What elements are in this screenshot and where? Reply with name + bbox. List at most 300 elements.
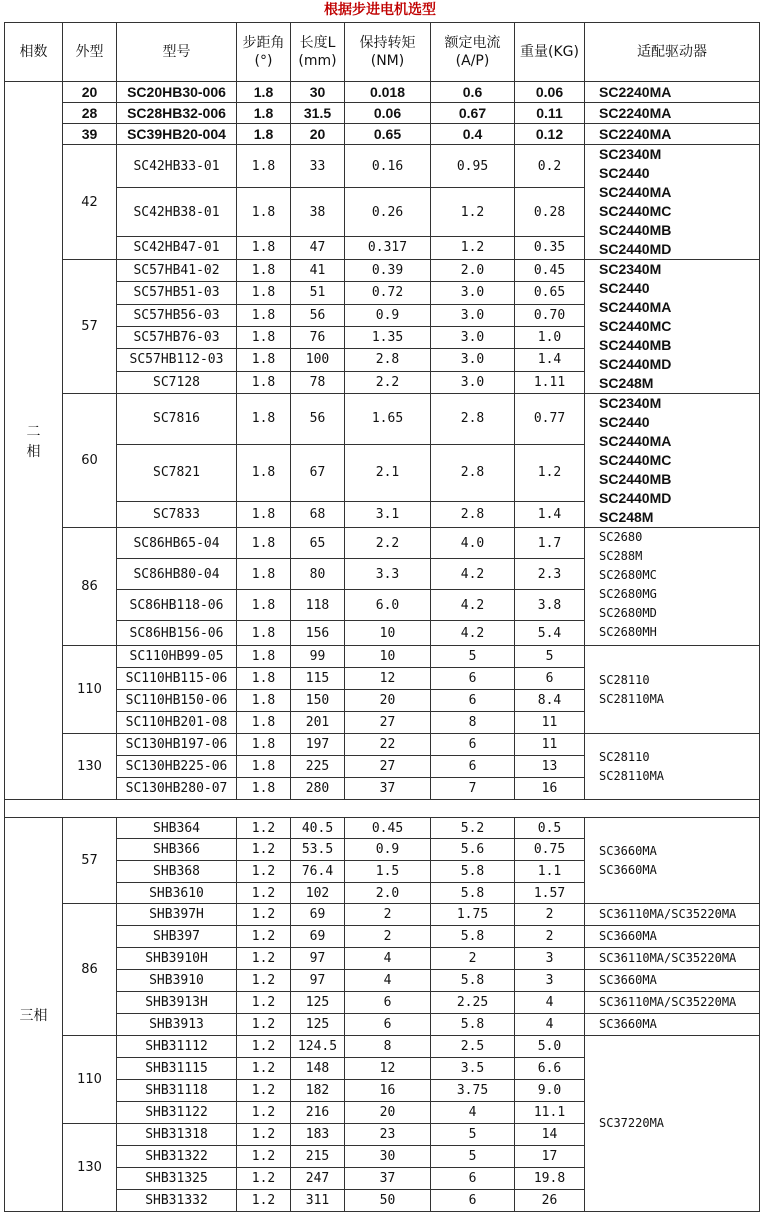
spec-cell: 182	[291, 1080, 345, 1102]
spec-cell: 6	[431, 690, 515, 712]
spec-cell: 1.0	[515, 326, 585, 348]
header-cell: 额定电流 (A/P)	[431, 23, 515, 82]
driver-name: SC2240MA	[599, 125, 672, 142]
spec-cell: 2.2	[345, 528, 431, 559]
spec-cell: 5.0	[515, 1036, 585, 1058]
spec-cell: 40.5	[291, 818, 345, 839]
spec-cell: 247	[291, 1168, 345, 1190]
model-cell: SHB397H	[117, 904, 237, 926]
spec-cell: 6	[345, 992, 431, 1014]
frame-size-cell: 20	[63, 82, 117, 103]
spec-cell: 0.65	[345, 124, 431, 145]
spec-cell: 0.2	[515, 145, 585, 188]
spec-cell: 6	[345, 1014, 431, 1036]
spec-cell: 6.0	[345, 590, 431, 621]
table-row	[5, 646, 760, 668]
spec-cell: 4	[515, 1014, 585, 1036]
spec-cell: 5.6	[431, 839, 515, 861]
spec-cell: 30	[291, 82, 345, 103]
spec-cell: 3.0	[431, 282, 515, 304]
frame-size-cell: 130	[63, 734, 117, 800]
spec-cell: 5	[515, 646, 585, 668]
spec-cell: 1.8	[237, 668, 291, 690]
driver-name: SC2240MA	[599, 104, 672, 121]
spec-cell: 1.65	[345, 394, 431, 445]
spec-cell: 20	[345, 690, 431, 712]
spec-cell: 150	[291, 690, 345, 712]
driver-cell: SC37220MA	[585, 1036, 760, 1212]
spec-cell: 1.8	[237, 236, 291, 259]
spec-cell: 0.65	[515, 282, 585, 304]
table-row	[5, 103, 760, 124]
spec-cell: 1.2	[237, 1168, 291, 1190]
spec-cell: 2.0	[345, 883, 431, 904]
spec-cell: 1.35	[345, 326, 431, 348]
spec-cell: 1.2	[237, 1190, 291, 1212]
model-cell: SC39HB20-004	[117, 124, 237, 145]
table-row	[5, 260, 760, 282]
spec-cell: 197	[291, 734, 345, 756]
spec-cell: 3.0	[431, 349, 515, 371]
spec-cell: 1.8	[237, 371, 291, 393]
spec-cell: 97	[291, 970, 345, 992]
driver-cell	[585, 260, 760, 394]
spec-cell: 0.018	[345, 82, 431, 103]
model-cell: SHB31322	[117, 1146, 237, 1168]
header-cell: 外型	[63, 23, 117, 82]
driver-name: SC2680MC	[599, 568, 657, 582]
spec-cell: 215	[291, 1146, 345, 1168]
frame-size-cell: 86	[63, 528, 117, 646]
spec-cell: 0.9	[345, 304, 431, 326]
spec-cell: 1.8	[237, 394, 291, 445]
spec-cell: 1.2	[237, 1102, 291, 1124]
model-cell: SHB3910H	[117, 948, 237, 970]
spec-cell: 33	[291, 145, 345, 188]
spec-cell: 1.2	[237, 839, 291, 861]
spec-cell: 100	[291, 349, 345, 371]
spec-cell: 67	[291, 444, 345, 502]
model-cell: SHB31115	[117, 1058, 237, 1080]
driver-name: SC2340M	[599, 261, 662, 277]
driver-cell	[585, 818, 760, 904]
driver-name: SC2440	[599, 165, 650, 181]
spec-cell: 5	[431, 1124, 515, 1146]
driver-name: SC28110	[599, 672, 650, 687]
spec-cell: 0.26	[345, 188, 431, 237]
driver-cell	[585, 734, 760, 800]
spec-cell: 30	[345, 1146, 431, 1168]
spec-cell: 6	[431, 1190, 515, 1212]
spec-cell: 10	[345, 646, 431, 668]
spec-cell: 1.2	[237, 818, 291, 839]
model-cell: SC28HB32-006	[117, 103, 237, 124]
spec-cell: 1.2	[237, 926, 291, 948]
spec-cell: 2.25	[431, 992, 515, 1014]
spec-cell: 6	[431, 734, 515, 756]
spec-cell: 0.45	[345, 818, 431, 839]
table-row	[5, 82, 760, 103]
spec-cell: 1.8	[237, 690, 291, 712]
spec-cell: 1.2	[237, 861, 291, 883]
spec-cell: 65	[291, 528, 345, 559]
model-cell: SHB3913H	[117, 992, 237, 1014]
model-cell: SHB3910	[117, 970, 237, 992]
spec-cell: 68	[291, 502, 345, 528]
spec-cell: 4.2	[431, 621, 515, 646]
table-row	[5, 734, 760, 756]
driver-cell	[585, 145, 760, 260]
driver-name: SC36110MA/SC35220MA	[599, 995, 737, 1009]
header-cell: 步距角 (°)	[237, 23, 291, 82]
driver-name: SC2440MD	[599, 356, 672, 372]
spec-cell: 1.2	[237, 992, 291, 1014]
spec-cell: 1.8	[237, 326, 291, 348]
spec-cell: 4	[431, 1102, 515, 1124]
model-cell: SHB31122	[117, 1102, 237, 1124]
spec-cell: 1.8	[237, 444, 291, 502]
spec-cell: 37	[345, 1168, 431, 1190]
spec-cell: 80	[291, 559, 345, 590]
motor-selection-table	[4, 22, 760, 1212]
spec-cell: 2	[515, 926, 585, 948]
spec-cell: 47	[291, 236, 345, 259]
spec-cell: 1.8	[237, 778, 291, 800]
spec-cell: 51	[291, 282, 345, 304]
driver-name: SC2680MH	[599, 625, 657, 639]
spec-cell: 1.1	[515, 861, 585, 883]
spec-cell: 2.3	[515, 559, 585, 590]
spec-cell: 0.72	[345, 282, 431, 304]
spec-cell: 1.8	[237, 304, 291, 326]
spec-cell: 2.0	[431, 260, 515, 282]
spec-cell: 76.4	[291, 861, 345, 883]
spec-cell: 1.4	[515, 349, 585, 371]
spec-cell: 1.8	[237, 188, 291, 237]
table-row	[5, 992, 760, 1014]
model-cell: SC42HB38-01	[117, 188, 237, 237]
driver-name: SC3660MA	[599, 843, 657, 858]
spec-cell: 14	[515, 1124, 585, 1146]
model-cell: SC110HB150-06	[117, 690, 237, 712]
spec-cell: 0.9	[345, 839, 431, 861]
spec-cell: 1.11	[515, 371, 585, 393]
model-cell: SC110HB201-08	[117, 712, 237, 734]
spec-cell: 216	[291, 1102, 345, 1124]
spec-cell: 1.2	[237, 1036, 291, 1058]
header-cell: 型号	[117, 23, 237, 82]
frame-size-cell: 28	[63, 103, 117, 124]
driver-cell	[585, 646, 760, 734]
driver-name: SC2440MB	[599, 222, 672, 238]
driver-name: SC2440MB	[599, 471, 672, 487]
spec-cell: 2.2	[345, 371, 431, 393]
driver-name: SC3660MA	[599, 973, 657, 987]
spec-cell: 50	[345, 1190, 431, 1212]
spec-cell: 1.8	[237, 559, 291, 590]
page-title: 根据步进电机选型	[324, 2, 436, 18]
spec-cell: 11	[515, 712, 585, 734]
spec-cell: 280	[291, 778, 345, 800]
spec-cell: 13	[515, 756, 585, 778]
spec-cell: 9.0	[515, 1080, 585, 1102]
spec-cell: 6	[431, 756, 515, 778]
spec-cell: 1.8	[237, 282, 291, 304]
frame-size-cell: 57	[63, 260, 117, 394]
spec-cell: 125	[291, 992, 345, 1014]
spec-cell: 1.8	[237, 260, 291, 282]
spec-cell: 0.67	[431, 103, 515, 124]
table-header-row	[5, 23, 760, 82]
spec-cell: 2.1	[345, 444, 431, 502]
spec-cell: 11.1	[515, 1102, 585, 1124]
spec-cell: 115	[291, 668, 345, 690]
driver-name: SC2440MC	[599, 318, 672, 334]
frame-size-cell: 39	[63, 124, 117, 145]
table-row	[5, 948, 760, 970]
driver-name: SC28110MA	[599, 768, 665, 783]
frame-size-cell: 130	[63, 1124, 117, 1212]
spec-cell: 76	[291, 326, 345, 348]
spec-cell: 4.2	[431, 590, 515, 621]
frame-size-cell: 57	[63, 818, 117, 904]
spec-cell: 2.8	[345, 349, 431, 371]
spec-cell: 0.35	[515, 236, 585, 259]
spec-cell: 125	[291, 1014, 345, 1036]
spec-cell: 1.2	[431, 236, 515, 259]
spec-cell: 4.0	[431, 528, 515, 559]
spec-cell: 3.8	[515, 590, 585, 621]
spec-cell: 3.0	[431, 304, 515, 326]
model-cell: SHB31325	[117, 1168, 237, 1190]
spec-cell: 0.39	[345, 260, 431, 282]
spec-cell: 3	[515, 948, 585, 970]
model-cell: SC42HB47-01	[117, 236, 237, 259]
spec-cell: 7	[431, 778, 515, 800]
spec-cell: 183	[291, 1124, 345, 1146]
table-row	[5, 904, 760, 926]
model-cell: SC57HB112-03	[117, 349, 237, 371]
table-row	[5, 394, 760, 445]
spec-cell: 0.6	[431, 82, 515, 103]
spec-cell: 5.8	[431, 1014, 515, 1036]
driver-cell	[585, 926, 760, 948]
spec-cell: 3.3	[345, 559, 431, 590]
spec-cell: 3.5	[431, 1058, 515, 1080]
table-row	[5, 124, 760, 145]
model-cell: SHB3913	[117, 1014, 237, 1036]
spec-cell: 0.06	[515, 82, 585, 103]
driver-name: SC36110MA/SC35220MA	[599, 951, 737, 965]
model-cell: SC57HB51-03	[117, 282, 237, 304]
spec-cell: 0.11	[515, 103, 585, 124]
model-cell: SC86HB65-04	[117, 528, 237, 559]
table-row	[5, 145, 760, 188]
spec-cell: 311	[291, 1190, 345, 1212]
spec-cell: 16	[345, 1080, 431, 1102]
spec-cell: 1.2	[237, 1146, 291, 1168]
spec-cell: 201	[291, 712, 345, 734]
spec-cell: 0.317	[345, 236, 431, 259]
spec-cell: 6	[515, 668, 585, 690]
spec-cell: 3.75	[431, 1080, 515, 1102]
spec-cell: 1.2	[237, 1124, 291, 1146]
spec-cell: 0.45	[515, 260, 585, 282]
frame-size-cell: 110	[63, 1036, 117, 1124]
spec-cell: 148	[291, 1058, 345, 1080]
model-cell: SC130HB280-07	[117, 778, 237, 800]
spec-cell: 3	[515, 970, 585, 992]
spec-cell: 5.4	[515, 621, 585, 646]
driver-name: SC3660MA	[599, 1017, 657, 1031]
model-cell: SHB366	[117, 839, 237, 861]
spec-cell: 1.8	[237, 502, 291, 528]
spec-cell: 1.8	[237, 756, 291, 778]
spec-cell: 1.75	[431, 904, 515, 926]
spec-cell: 0.4	[431, 124, 515, 145]
spec-cell: 1.8	[237, 103, 291, 124]
model-cell: SC57HB76-03	[117, 326, 237, 348]
spec-cell: 1.5	[345, 861, 431, 883]
spec-cell: 8	[431, 712, 515, 734]
spec-cell: 37	[345, 778, 431, 800]
spec-cell: 0.5	[515, 818, 585, 839]
spec-cell: 0.95	[431, 145, 515, 188]
header-cell: 重量(KG)	[515, 23, 585, 82]
spec-cell: 0.12	[515, 124, 585, 145]
table-row	[5, 970, 760, 992]
frame-size-cell: 60	[63, 394, 117, 528]
spec-cell: 102	[291, 883, 345, 904]
spec-cell: 118	[291, 590, 345, 621]
header-cell: 保持转矩 (NM)	[345, 23, 431, 82]
driver-name: SC2440	[599, 414, 650, 430]
frame-size-cell: 86	[63, 904, 117, 1036]
spec-cell: 1.8	[237, 82, 291, 103]
model-cell: SC20HB30-006	[117, 82, 237, 103]
spec-cell: 41	[291, 260, 345, 282]
spec-cell: 12	[345, 1058, 431, 1080]
spec-cell: 1.2	[237, 904, 291, 926]
driver-name: SC2440MA	[599, 433, 672, 449]
driver-name: SC28110MA	[599, 691, 665, 706]
table-row	[5, 528, 760, 559]
model-cell: SC7821	[117, 444, 237, 502]
spec-cell: 2.8	[431, 502, 515, 528]
model-cell: SHB31332	[117, 1190, 237, 1212]
spec-cell: 2	[431, 948, 515, 970]
spec-cell: 4	[345, 970, 431, 992]
spec-cell: 2.5	[431, 1036, 515, 1058]
model-cell: SC57HB56-03	[117, 304, 237, 326]
spec-cell: 69	[291, 904, 345, 926]
spec-cell: 4.2	[431, 559, 515, 590]
spec-cell: 4	[515, 992, 585, 1014]
driver-name: SC2440MA	[599, 184, 672, 200]
driver-name: SC36110MA/SC35220MA	[599, 907, 737, 921]
driver-name: SC2680MG	[599, 587, 657, 601]
spec-cell: 0.06	[345, 103, 431, 124]
frame-size-cell: 42	[63, 145, 117, 260]
spec-cell: 1.2	[237, 970, 291, 992]
spec-cell: 5	[431, 1146, 515, 1168]
spec-cell: 56	[291, 394, 345, 445]
driver-name: SC248M	[599, 375, 654, 391]
driver-name: SC248M	[599, 509, 654, 525]
model-cell: SC7128	[117, 371, 237, 393]
spec-cell: 1.8	[237, 528, 291, 559]
spec-cell: 0.70	[515, 304, 585, 326]
driver-name: SC3660MA	[599, 862, 657, 877]
model-cell: SC42HB33-01	[117, 145, 237, 188]
model-cell: SC57HB41-02	[117, 260, 237, 282]
spec-cell: 1.8	[237, 712, 291, 734]
spec-cell: 225	[291, 756, 345, 778]
spec-cell: 97	[291, 948, 345, 970]
spec-cell: 6	[431, 668, 515, 690]
spec-cell: 1.8	[237, 349, 291, 371]
model-cell: SHB368	[117, 861, 237, 883]
spec-cell: 1.57	[515, 883, 585, 904]
spec-cell: 1.8	[237, 734, 291, 756]
model-cell: SHB397	[117, 926, 237, 948]
driver-name: SC2440MB	[599, 337, 672, 353]
model-cell: SC7816	[117, 394, 237, 445]
model-cell: SC130HB197-06	[117, 734, 237, 756]
spec-cell: 2	[345, 926, 431, 948]
spec-cell: 6	[431, 1168, 515, 1190]
spec-cell: 1.2	[237, 1080, 291, 1102]
model-cell: SHB3610	[117, 883, 237, 904]
spec-cell: 1.2	[237, 948, 291, 970]
driver-cell	[585, 1014, 760, 1036]
spec-cell: 5.2	[431, 818, 515, 839]
model-cell: SC110HB99-05	[117, 646, 237, 668]
phase-cell: 二 相	[5, 82, 63, 800]
spec-cell: 3.1	[345, 502, 431, 528]
driver-name: SC2440MC	[599, 203, 672, 219]
spec-cell: 1.8	[237, 646, 291, 668]
spec-cell: 69	[291, 926, 345, 948]
spec-cell: 8.4	[515, 690, 585, 712]
driver-name: SC2440	[599, 280, 650, 296]
table-row	[5, 926, 760, 948]
spec-cell: 4	[345, 948, 431, 970]
model-cell: SHB31318	[117, 1124, 237, 1146]
spec-cell: 1.8	[237, 124, 291, 145]
driver-cell	[585, 124, 760, 145]
spec-cell: 10	[345, 621, 431, 646]
spec-cell: 23	[345, 1124, 431, 1146]
spec-cell: 5.8	[431, 970, 515, 992]
spec-cell: 1.8	[237, 590, 291, 621]
driver-name: SC2440MA	[599, 299, 672, 315]
spec-cell: 27	[345, 756, 431, 778]
driver-name: SC2680	[599, 530, 643, 544]
spec-cell: 156	[291, 621, 345, 646]
spec-cell: 0.77	[515, 394, 585, 445]
spec-cell: 31.5	[291, 103, 345, 124]
driver-name: SC2440MD	[599, 490, 672, 506]
spec-cell: 53.5	[291, 839, 345, 861]
spec-cell: 1.7	[515, 528, 585, 559]
driver-cell	[585, 992, 760, 1014]
header-cell: 适配驱动器	[585, 23, 760, 82]
spec-cell: 20	[345, 1102, 431, 1124]
spec-cell: 8	[345, 1036, 431, 1058]
driver-name: SC2240MA	[599, 83, 672, 100]
spec-cell: 5.8	[431, 883, 515, 904]
